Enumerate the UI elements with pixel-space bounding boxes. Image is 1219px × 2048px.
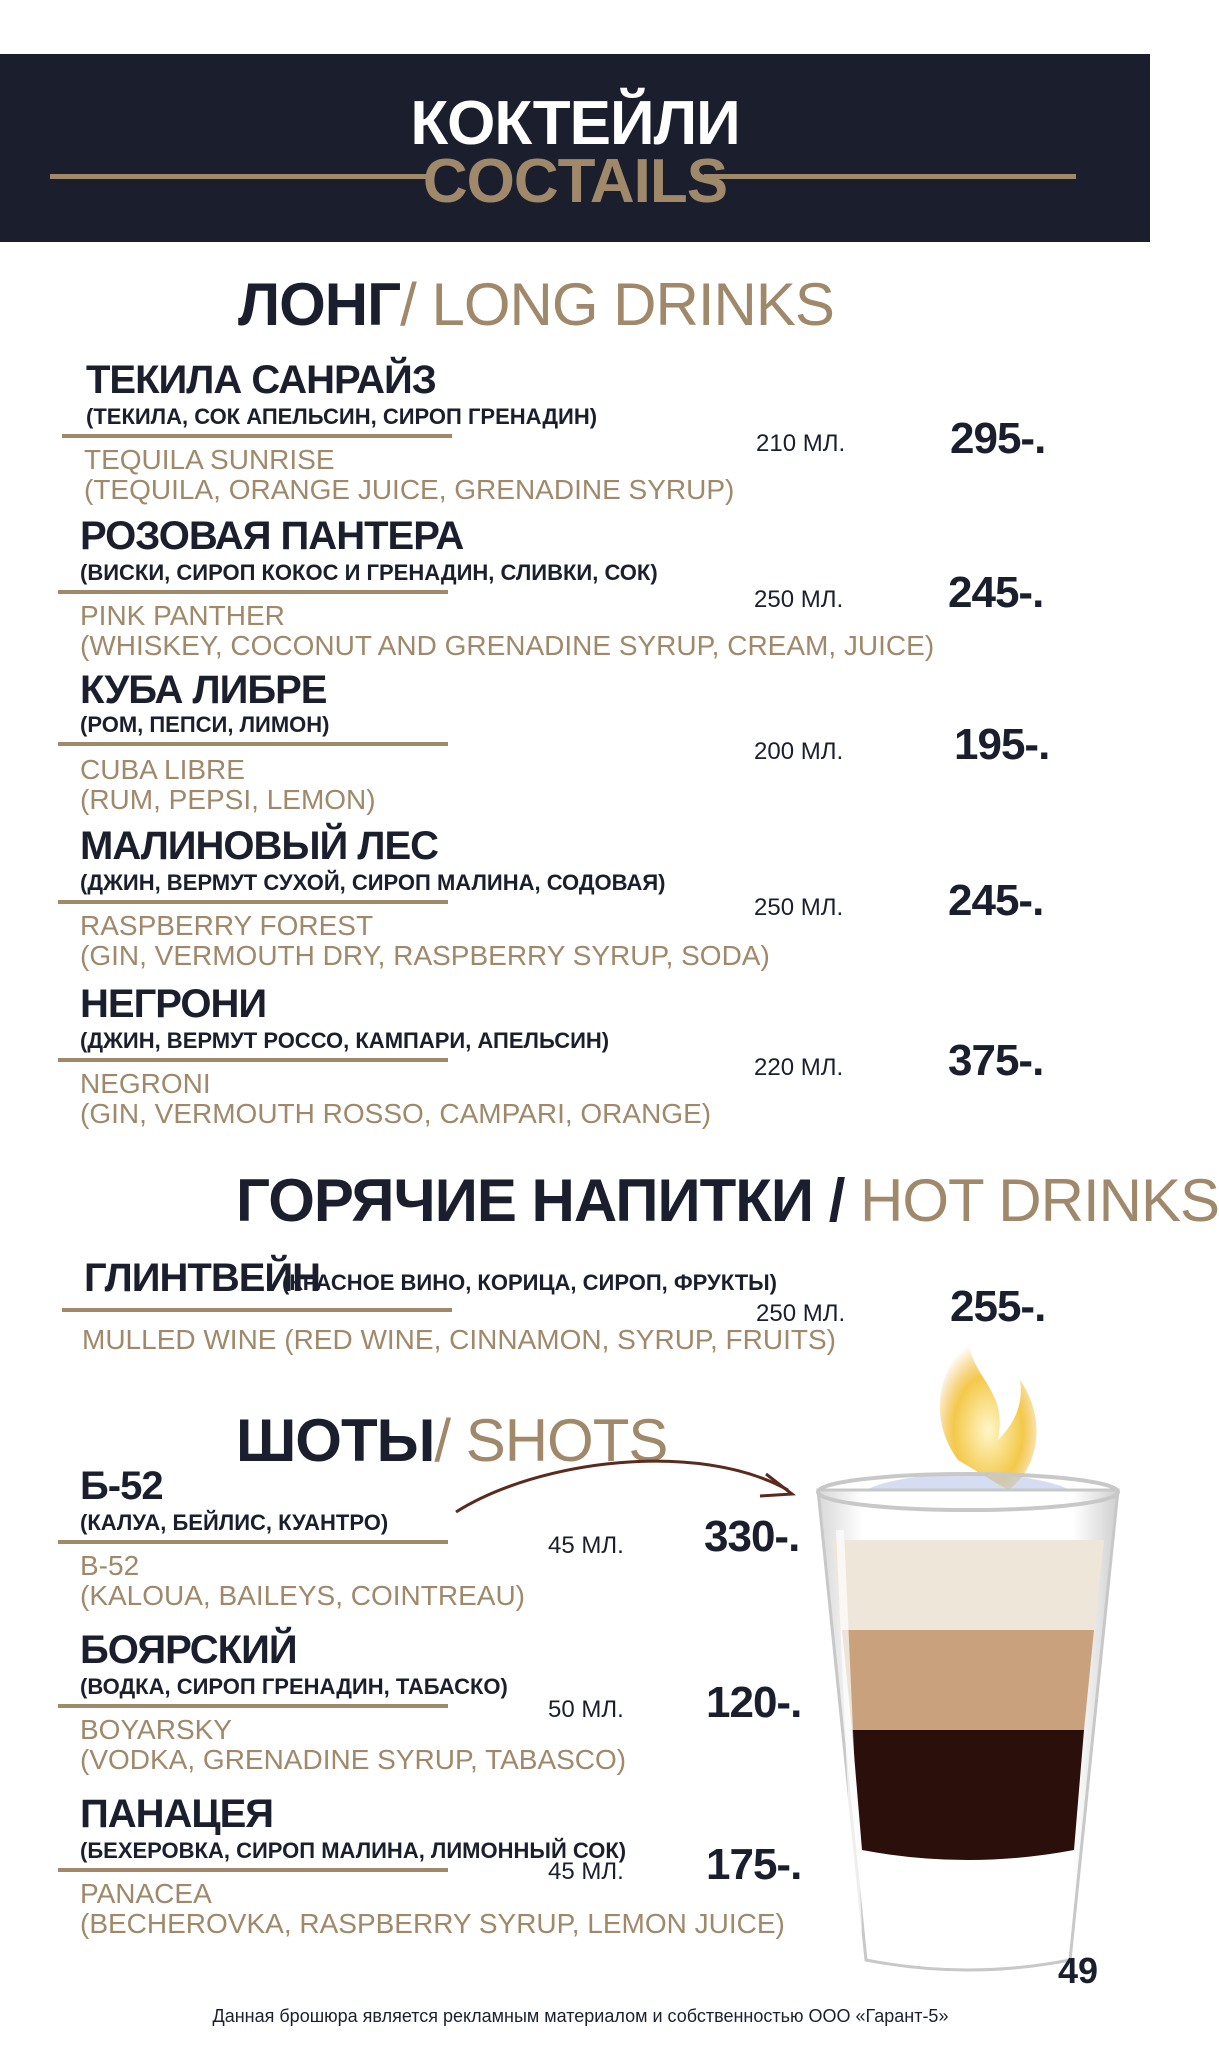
page-number: 49	[1058, 1950, 1099, 1991]
item-name-en: NEGRONI	[80, 1068, 211, 1099]
item-desc-en: (VODKA, GRENADINE SYRUP, TABASCO)	[80, 1744, 627, 1775]
section-title-long-ru: ЛОНГ	[238, 271, 401, 338]
item-name-ru: МАЛИНОВЫЙ ЛЕС	[80, 824, 439, 868]
item-name-en: PINK PANTHER	[80, 600, 285, 631]
item-volume: 220 МЛ.	[754, 1054, 844, 1081]
item-name-ru: ПАНАЦЕЯ	[80, 1792, 274, 1836]
item-name-ru: БОЯРСКИЙ	[80, 1628, 297, 1672]
item-desc-ru: (ТЕКИЛА, СОК АПЕЛЬСИН, СИРОП ГРЕНАДИН)	[86, 404, 598, 429]
item-divider	[58, 1540, 448, 1544]
item-name-en: CUBA LIBRE	[80, 754, 245, 785]
section-title-hot-ru: ГОРЯЧИЕ НАПИТКИ /	[236, 1167, 845, 1234]
item-price: 375-.	[948, 1036, 1044, 1085]
page-title-ru: КОКТЕЙЛИ	[410, 89, 740, 158]
item-volume: 210 МЛ.	[756, 430, 846, 457]
footer-disclaimer: Данная брошюра является рекламным материалом и собственностью ООО «Гарант-5»	[212, 2006, 949, 2026]
item-name-ru: ГЛИНТВЕЙН	[84, 1256, 321, 1300]
item-volume: 45 МЛ.	[548, 1532, 624, 1559]
item-desc-ru: (КРАСНОЕ ВИНО, КОРИЦА, СИРОП, ФРУКТЫ)	[282, 1270, 777, 1295]
item-divider	[58, 1704, 448, 1708]
item-divider	[62, 434, 452, 438]
item-name-ru: НЕГРОНИ	[80, 982, 267, 1026]
item-name-en: PANACEA	[80, 1878, 212, 1909]
item-desc-ru: (ВИСКИ, СИРОП КОКОС И ГРЕНАДИН, СЛИВКИ, СОК)	[80, 560, 658, 585]
section-title-hot	[236, 1166, 1219, 1235]
item-desc-en: (TEQUILA, ORANGE JUICE, GRENADINE SYRUP)	[84, 474, 735, 505]
item-desc-en: (KALOUA, BAILEYS, COINTREAU)	[80, 1580, 525, 1611]
item-desc-ru: (ДЖИН, ВЕРМУТ СУХОЙ, СИРОП МАЛИНА, СОДОВАЯ)	[80, 870, 666, 895]
section-title-long-en: / LONG DRINKS	[400, 271, 834, 338]
item-desc-en: (BECHEROVKA, RASPBERRY SYRUP, LEMON JUICE)	[80, 1908, 785, 1939]
item-price: 255-.	[950, 1282, 1046, 1331]
item-desc-ru: (РОМ, ПЕПСИ, ЛИМОН)	[80, 712, 330, 737]
item-price: 175-.	[706, 1840, 802, 1889]
item-divider	[58, 590, 448, 594]
item-name-ru: Б-52	[80, 1464, 163, 1508]
item-price: 245-.	[948, 876, 1044, 925]
item-name-ru: ТЕКИЛА САНРАЙЗ	[86, 358, 436, 402]
item-name-en: RASPBERRY FOREST	[80, 910, 374, 941]
item-volume: 45 МЛ.	[548, 1858, 624, 1885]
item-volume: 200 МЛ.	[754, 738, 844, 765]
item-divider	[58, 742, 448, 746]
item-desc-en: (GIN, VERMOUTH DRY, RASPBERRY SYRUP, SODA)	[80, 940, 770, 971]
item-price: 330-.	[704, 1512, 800, 1561]
header-banner	[0, 54, 1150, 242]
item-name-en: B-52	[80, 1550, 140, 1581]
item-divider	[58, 900, 448, 904]
item-price: 245-.	[948, 568, 1044, 617]
item-volume: 250 МЛ.	[756, 1300, 846, 1327]
item-divider	[62, 1308, 452, 1312]
item-volume: 250 МЛ.	[754, 894, 844, 921]
item-price: 295-.	[950, 414, 1046, 463]
item-divider	[58, 1058, 448, 1062]
section-title-hot-en: HOT DRINKS	[860, 1167, 1219, 1234]
section-title-shots-en: / SHOTS	[434, 1407, 668, 1474]
item-price: 195-.	[954, 720, 1050, 769]
item-desc-ru: (ВОДКА, СИРОП ГРЕНАДИН, ТАБАСКО)	[80, 1674, 508, 1699]
item-name-ru: РОЗОВАЯ ПАНТЕРА	[80, 514, 464, 558]
page-title-en: COCTAILS	[422, 147, 728, 216]
item-volume: 250 МЛ.	[754, 586, 844, 613]
item-desc-ru: (БЕХЕРОВКА, СИРОП МАЛИНА, ЛИМОННЫЙ СОК)	[80, 1838, 627, 1863]
item-name-ru: КУБА ЛИБРЕ	[80, 668, 327, 712]
item-desc-en: (RUM, PEPSI, LEMON)	[80, 784, 376, 815]
item-volume: 50 МЛ.	[548, 1696, 624, 1723]
item-divider	[58, 1868, 448, 1872]
section-title-long	[238, 270, 834, 339]
flaming-shot-image	[808, 1330, 1128, 1990]
item-name-en: BOYARSKY	[80, 1714, 232, 1745]
item-desc-en: (GIN, VERMOUTH ROSSO, CAMPARI, ORANGE)	[80, 1098, 712, 1129]
item-price: 120-.	[706, 1678, 802, 1727]
item-name-en: TEQUILA SUNRISE	[84, 444, 335, 475]
item-name-en: MULLED WINE (RED WINE, CINNAMON, SYRUP, FRUITS)	[82, 1324, 836, 1355]
section-title-shots-ru: ШОТЫ	[236, 1407, 435, 1474]
item-desc-ru: (ДЖИН, ВЕРМУТ РОССО, КАМПАРИ, АПЕЛЬСИН)	[80, 1028, 610, 1053]
item-desc-ru: (КАЛУА, БЕЙЛИС, КУАНТРО)	[80, 1510, 389, 1535]
item-desc-en: (WHISKEY, COCONUT AND GRENADINE SYRUP, CREAM, JUICE)	[80, 630, 935, 661]
